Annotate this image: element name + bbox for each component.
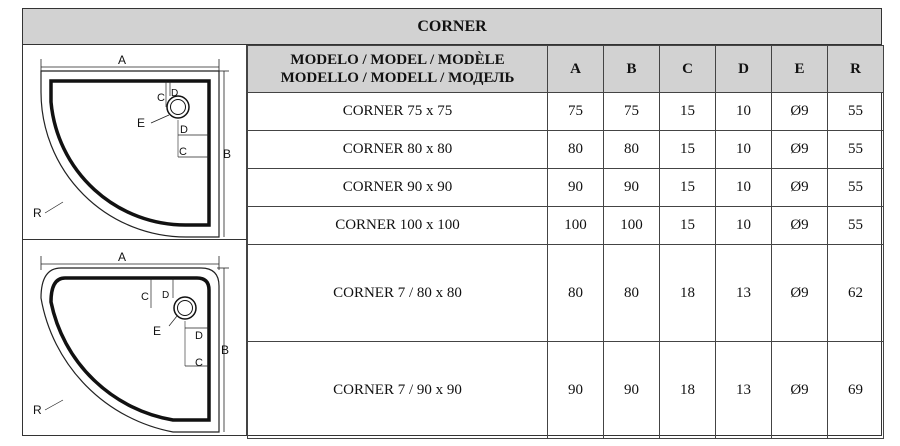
e-cell: Ø9 bbox=[772, 131, 828, 169]
table-row bbox=[248, 245, 884, 342]
model-header-line1: MODELO / MODEL / MODÈLE bbox=[290, 52, 505, 68]
dim-d-label: D bbox=[162, 290, 170, 301]
table-row bbox=[248, 207, 884, 245]
dim-d2-label: D bbox=[195, 330, 203, 342]
e-cell: Ø9 bbox=[772, 93, 828, 131]
model-cell: CORNER 75 x 75 bbox=[248, 93, 548, 131]
c-cell: 15 bbox=[660, 207, 716, 245]
r-cell: 62 bbox=[828, 245, 884, 342]
r-cell: 69 bbox=[828, 342, 884, 439]
r-cell: 55 bbox=[828, 207, 884, 245]
model-cell: CORNER 90 x 90 bbox=[248, 169, 548, 207]
sheet-title: CORNER bbox=[23, 9, 881, 45]
r-cell: 55 bbox=[828, 169, 884, 207]
d-cell: 10 bbox=[716, 207, 772, 245]
e-cell: Ø9 bbox=[772, 342, 828, 439]
d-cell: 10 bbox=[716, 93, 772, 131]
e-cell: Ø9 bbox=[772, 207, 828, 245]
model-cell: CORNER 80 x 80 bbox=[248, 131, 548, 169]
d-cell: 10 bbox=[716, 169, 772, 207]
dim-b-label: B bbox=[221, 343, 230, 357]
dim-r-label: R bbox=[33, 403, 42, 417]
corner-7-tray-drawing bbox=[23, 240, 245, 433]
b-cell: 90 bbox=[604, 342, 660, 439]
a-cell: 90 bbox=[548, 342, 604, 439]
dim-a-label: A bbox=[117, 250, 127, 264]
model-column-header bbox=[248, 46, 548, 93]
column-header-d: D bbox=[716, 46, 772, 93]
e-cell: Ø9 bbox=[772, 245, 828, 342]
corner-tray-drawing bbox=[23, 45, 245, 238]
c-cell: 18 bbox=[660, 342, 716, 439]
table-row bbox=[248, 131, 884, 169]
dim-d2-label: D bbox=[180, 124, 188, 136]
column-header-r: R bbox=[828, 46, 884, 93]
r-cell: 55 bbox=[828, 93, 884, 131]
c-cell: 15 bbox=[660, 93, 716, 131]
column-header-c: C bbox=[660, 46, 716, 93]
table-row bbox=[248, 169, 884, 207]
dim-b-label: B bbox=[223, 147, 232, 161]
dim-c2-label: C bbox=[195, 357, 203, 369]
model-cell: CORNER 7 / 90 x 90 bbox=[248, 342, 548, 439]
dim-c-label: C bbox=[157, 92, 165, 104]
a-cell: 80 bbox=[548, 131, 604, 169]
model-cell: CORNER 100 x 100 bbox=[248, 207, 548, 245]
b-cell: 100 bbox=[604, 207, 660, 245]
dim-c-label: C bbox=[141, 291, 149, 303]
spec-sheet bbox=[22, 8, 882, 436]
b-cell: 90 bbox=[604, 169, 660, 207]
column-header-e: E bbox=[772, 46, 828, 93]
model-header-line2: MODELLO / MODELL / МОДЕЛЬ bbox=[280, 70, 515, 86]
d-cell: 10 bbox=[716, 131, 772, 169]
column-header-a: A bbox=[548, 46, 604, 93]
dim-c2-label: C bbox=[179, 146, 187, 158]
table-row bbox=[248, 342, 884, 439]
a-cell: 90 bbox=[548, 169, 604, 207]
c-cell: 15 bbox=[660, 169, 716, 207]
table-header-row bbox=[248, 46, 884, 93]
d-cell: 13 bbox=[716, 245, 772, 342]
dim-r-label: R bbox=[33, 206, 42, 220]
c-cell: 15 bbox=[660, 131, 716, 169]
b-cell: 75 bbox=[604, 93, 660, 131]
r-cell: 55 bbox=[828, 131, 884, 169]
dim-e-label: E bbox=[153, 324, 162, 338]
model-cell: CORNER 7 / 80 x 80 bbox=[248, 245, 548, 342]
d-cell: 13 bbox=[716, 342, 772, 439]
a-cell: 80 bbox=[548, 245, 604, 342]
a-cell: 75 bbox=[548, 93, 604, 131]
dim-a-label: A bbox=[117, 53, 127, 67]
dimensions-table bbox=[247, 45, 884, 439]
e-cell: Ø9 bbox=[772, 169, 828, 207]
a-cell: 100 bbox=[548, 207, 604, 245]
diagram-corner bbox=[23, 45, 247, 240]
table-row bbox=[248, 93, 884, 131]
b-cell: 80 bbox=[604, 131, 660, 169]
dim-d-label: D bbox=[171, 88, 179, 99]
b-cell: 80 bbox=[604, 245, 660, 342]
column-header-b: B bbox=[604, 46, 660, 93]
dim-e-label: E bbox=[137, 116, 146, 130]
diagram-corner-7 bbox=[23, 240, 247, 435]
c-cell: 18 bbox=[660, 245, 716, 342]
